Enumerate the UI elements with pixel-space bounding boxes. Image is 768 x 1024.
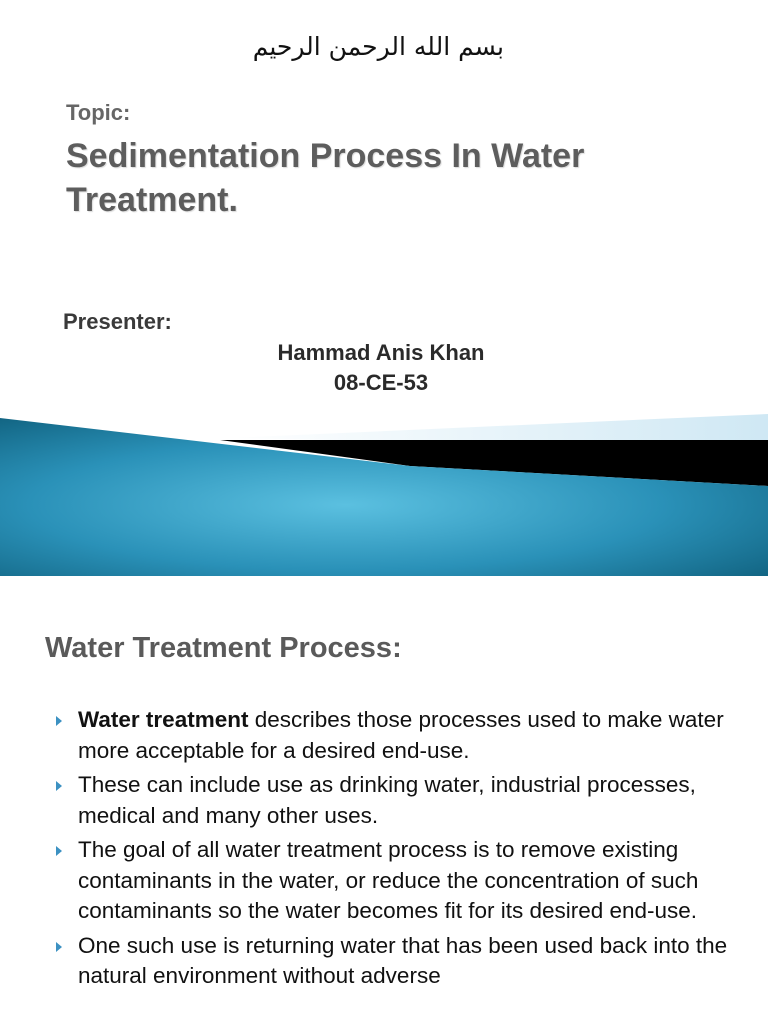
bullet-item xyxy=(56,835,736,927)
triangle-bullet-icon xyxy=(56,781,62,791)
bullet-item xyxy=(56,931,736,992)
topic-label: Topic: xyxy=(66,100,131,125)
bullet-strong-text: Water treatment xyxy=(78,707,249,732)
bullet-text: These can include use as drinking water, industrial processes, medical and many other uses. xyxy=(78,772,696,828)
section-heading: Water Treatment Process: xyxy=(45,632,402,664)
presenter-id: 08-CE-53 xyxy=(333,370,429,395)
decorative-wave-band xyxy=(0,414,768,576)
bismillah-calligraphy: بسم الله الرحمن الرحيم xyxy=(252,32,504,61)
bullet-list xyxy=(56,705,736,996)
bullet-text: describes those processes used to make water more acceptable for a desired end-use. xyxy=(78,707,724,763)
content-slide xyxy=(0,576,768,1024)
bullet-text: The goal of all water treatment process is to remove existing contaminants in the water, or reduce the concentration of such contaminants so the water becomes fit for its desired end-use. xyxy=(78,837,699,923)
triangle-bullet-icon xyxy=(56,942,62,952)
triangle-bullet-icon xyxy=(56,716,62,726)
triangle-bullet-icon xyxy=(56,846,62,856)
bullet-item xyxy=(56,770,736,831)
presenter-label: Presenter: xyxy=(63,309,172,334)
presenter-info xyxy=(231,338,531,398)
bullet-item xyxy=(56,705,736,766)
band-pale-stripe xyxy=(230,414,768,440)
presenter-name: Hammad Anis Khan xyxy=(277,340,485,365)
slide-title: Sedimentation Process In Water Treatment. xyxy=(66,137,585,219)
bullet-text: One such use is returning water that has been used back into the natural environment without adverse xyxy=(78,932,728,988)
